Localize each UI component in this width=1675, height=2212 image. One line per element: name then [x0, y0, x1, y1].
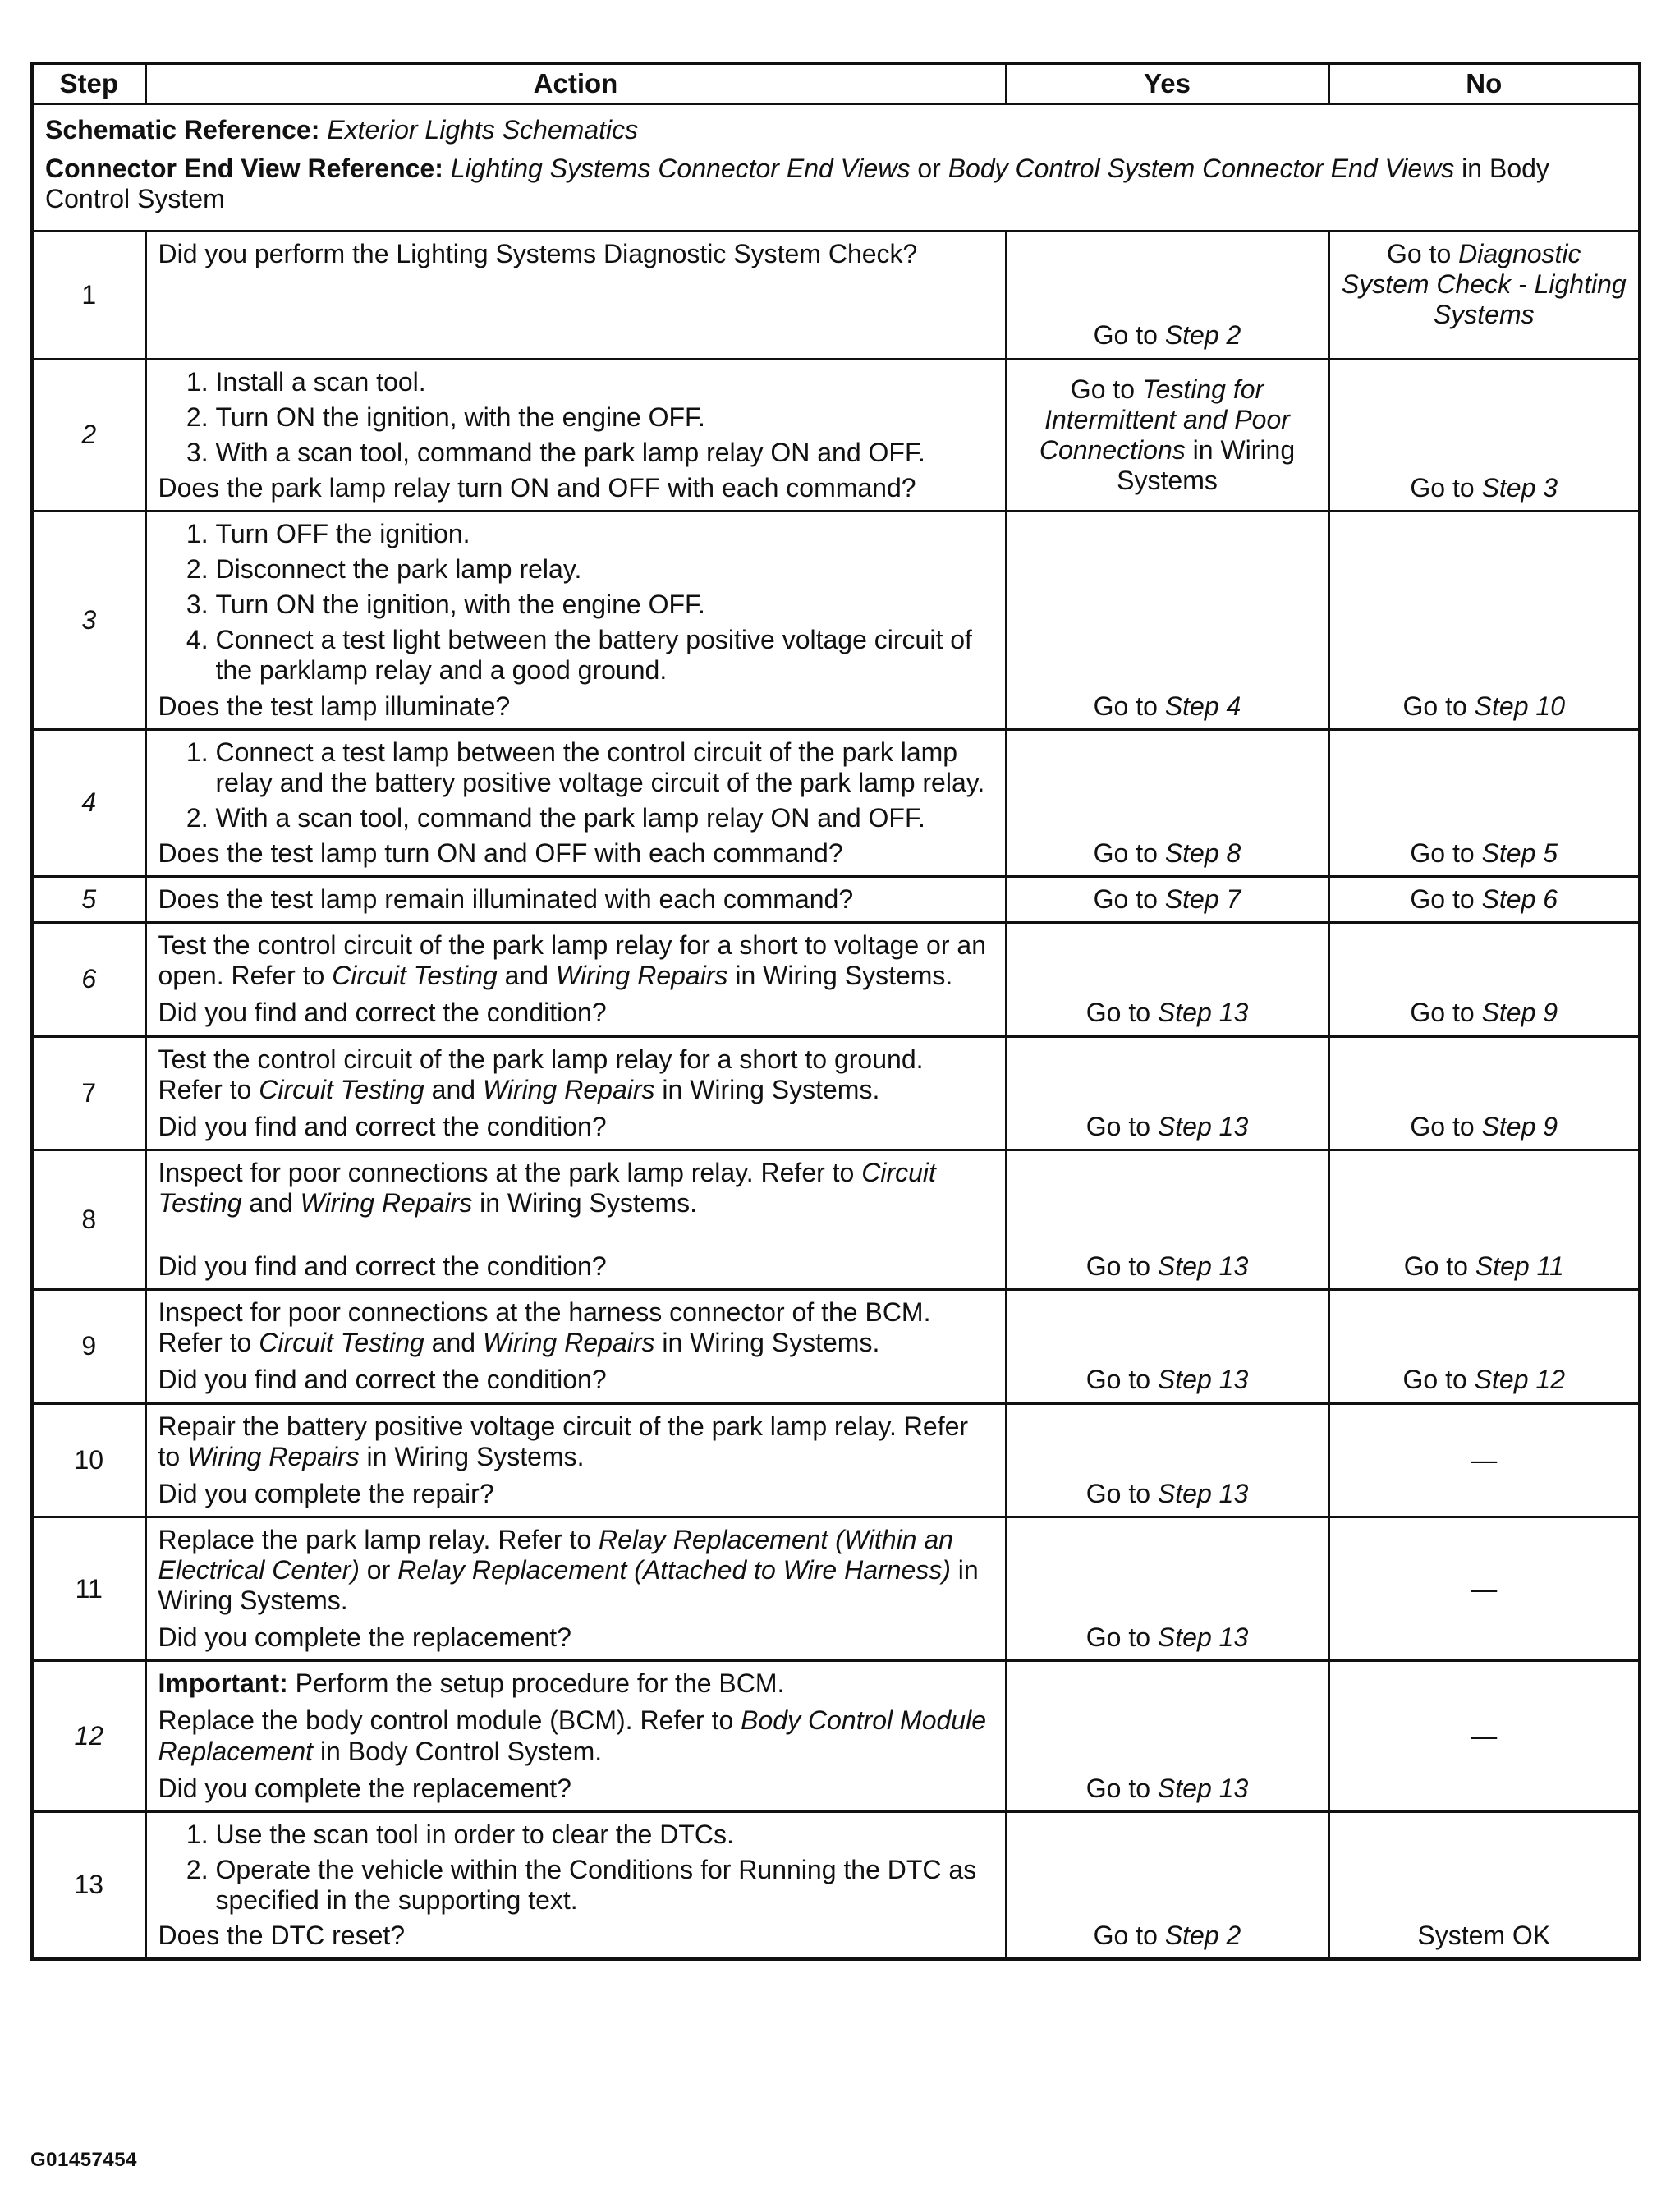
no-link[interactable]: Step 12 [1474, 1365, 1565, 1395]
table-row [32, 1290, 1640, 1403]
step-list [158, 519, 994, 686]
question: Did you find and correct the condition? [158, 1251, 607, 1282]
no-link[interactable]: Step 9 [1481, 998, 1558, 1028]
instruction: Replace the park lamp relay. Refer to Relay Replacement (Within an Electrical Center) or Relay Replacement (Attached to Wire Harness) in Wiring Systems. [158, 1524, 979, 1616]
list-item: 2. Disconnect the park lamp relay. [216, 554, 994, 585]
yes-link[interactable]: Testing for Intermittent and Poor Connections [1039, 374, 1290, 465]
action-cell [145, 729, 1006, 876]
question: Did you find and correct the condition? [158, 1365, 607, 1395]
action-cell [145, 1811, 1006, 1959]
no-link[interactable]: Step 3 [1481, 472, 1558, 503]
step-list [158, 737, 994, 833]
no-cell[interactable]: Go to Step 12 [1329, 1290, 1640, 1403]
instruction: Repair the battery positive voltage circuit of the park lamp relay. Refer to Wiring Repairs in Wiring Systems. [158, 1411, 969, 1471]
diagnostic-table [30, 62, 1641, 1961]
action-cell [145, 1150, 1006, 1289]
ref-link[interactable]: Relay Replacement (Within an Electrical Center) [158, 1524, 953, 1585]
ref-link[interactable]: Wiring Repairs [187, 1441, 360, 1471]
table-row [32, 512, 1640, 730]
question: Did you find and correct the condition? [158, 998, 607, 1028]
table-row [32, 1517, 1640, 1660]
table-row [32, 729, 1640, 876]
action-cell [145, 231, 1006, 359]
no-cell[interactable]: Go to Step 9 [1329, 923, 1640, 1036]
no-cell[interactable]: Go to Step 5 [1329, 729, 1640, 876]
yes-link[interactable]: Step 2 [1164, 1921, 1241, 1951]
action-cell [145, 1290, 1006, 1403]
connector-link-1[interactable]: Lighting Systems Connector End Views [450, 154, 911, 184]
action-cell [145, 1661, 1006, 1811]
connector-reference: Connector End View Reference: Lighting Systems Connector End Views or Body Control System Connector End Views in Body Control System [45, 154, 1549, 214]
step-number: 12 [32, 1661, 145, 1811]
yes-link[interactable]: Step 13 [1157, 1773, 1249, 1803]
list-item: 3. With a scan tool, command the park lamp relay ON and OFF. [216, 438, 994, 468]
yes-cell[interactable]: Go to Step 2 [1006, 1811, 1329, 1959]
no-link[interactable]: Step 11 [1475, 1251, 1564, 1282]
header-no: No [1329, 63, 1640, 104]
no-cell: — [1329, 1403, 1640, 1517]
yes-cell[interactable]: Go to Step 7 [1006, 877, 1329, 923]
no-cell: System OK [1329, 1811, 1640, 1959]
step-number: 7 [32, 1036, 145, 1150]
table-row [32, 359, 1640, 511]
question: Did you perform the Lighting Systems Diagnostic System Check? [158, 238, 918, 268]
step-list [158, 367, 994, 468]
question: Does the test lamp illuminate? [158, 691, 511, 721]
yes-link[interactable]: Step 8 [1164, 838, 1241, 869]
list-item: 2. Turn ON the ignition, with the engine OFF. [216, 402, 994, 433]
yes-cell[interactable]: Go to Step 13 [1006, 1403, 1329, 1517]
list-item: 1. Install a scan tool. [216, 367, 994, 397]
action-cell [145, 1036, 1006, 1150]
header-row [32, 63, 1640, 104]
ref-link[interactable]: Circuit Testing [259, 1328, 424, 1358]
ref-link[interactable]: Relay Replacement (Attached to Wire Harness) [397, 1554, 951, 1585]
yes-cell[interactable]: Go to Step 2 [1006, 231, 1329, 359]
step-number: 9 [32, 1290, 145, 1403]
question: Did you complete the repair? [158, 1478, 494, 1508]
table-row [32, 1036, 1640, 1150]
step-number: 13 [32, 1811, 145, 1959]
table-row [32, 923, 1640, 1036]
yes-cell[interactable]: Go to Step 8 [1006, 729, 1329, 876]
header-action: Action [145, 63, 1006, 104]
step-number: 10 [32, 1403, 145, 1517]
yes-cell[interactable]: Go to Step 13 [1006, 923, 1329, 1036]
yes-cell[interactable]: Go to Step 13 [1006, 1661, 1329, 1811]
question: Did you find and correct the condition? [158, 1111, 607, 1141]
action-cell [145, 1517, 1006, 1660]
step-list [158, 1820, 994, 1916]
action-cell [145, 923, 1006, 1036]
action-cell [145, 359, 1006, 511]
yes-cell[interactable]: Go to Step 13 [1006, 1290, 1329, 1403]
question: Did you complete the replacement? [158, 1773, 571, 1803]
no-link[interactable]: Step 6 [1481, 884, 1558, 915]
step-number: 6 [32, 923, 145, 1036]
step-number: 2 [32, 359, 145, 511]
list-item: 4. Connect a test light between the battery positive voltage circuit of the parklamp relay and a good ground. [216, 625, 994, 686]
step-number: 5 [32, 877, 145, 923]
table-row [32, 1403, 1640, 1517]
no-link[interactable]: Step 10 [1474, 691, 1565, 721]
question: Does the test lamp remain illuminated with each command? [158, 884, 854, 915]
list-item: 1. Use the scan tool in order to clear the DTCs. [216, 1820, 994, 1850]
list-item: 2. With a scan tool, command the park lamp relay ON and OFF. [216, 803, 994, 833]
no-cell[interactable]: Go to Step 3 [1329, 359, 1640, 511]
yes-link[interactable]: Step 13 [1157, 998, 1249, 1028]
instruction: Test the control circuit of the park lamp relay for a short to ground. Refer to Circuit Testing and Wiring Repairs in Wiring Systems. [158, 1044, 924, 1104]
no-link[interactable]: Step 9 [1481, 1111, 1558, 1141]
ref-link[interactable]: Wiring Repairs [300, 1188, 473, 1218]
yes-link[interactable]: Step 13 [1157, 1251, 1249, 1282]
step-number: 4 [32, 729, 145, 876]
instruction: Inspect for poor connections at the park lamp relay. Refer to Circuit Testing and Wiring Repairs in Wiring Systems. [158, 1157, 936, 1218]
step-number: 8 [32, 1150, 145, 1289]
yes-link[interactable]: Step 13 [1157, 1365, 1249, 1395]
table-row [32, 1811, 1640, 1959]
reference-row [32, 104, 1640, 231]
no-link[interactable]: Diagnostic System Check - Lighting Systems [1341, 238, 1627, 329]
no-cell: — [1329, 1661, 1640, 1811]
question: Did you complete the replacement? [158, 1622, 571, 1653]
question: Does the park lamp relay turn ON and OFF with each command? [158, 472, 916, 503]
important-note: Important: Perform the setup procedure for the BCM. [158, 1668, 785, 1699]
yes-link[interactable]: Step 2 [1164, 320, 1241, 351]
list-item: 2. Operate the vehicle within the Conditions for Running the DTC as specified in the supporting text. [216, 1855, 994, 1916]
ref-link[interactable]: Circuit Testing [158, 1157, 936, 1218]
header-yes: Yes [1006, 63, 1329, 104]
yes-link[interactable]: Step 4 [1164, 691, 1241, 721]
table-row [32, 877, 1640, 923]
yes-cell[interactable]: Go to Step 13 [1006, 1150, 1329, 1289]
table-row [32, 1150, 1640, 1289]
no-cell[interactable]: Go to Step 11 [1329, 1150, 1640, 1289]
yes-cell[interactable]: Go to Step 4 [1006, 512, 1329, 730]
step-number: 1 [32, 231, 145, 359]
no-cell[interactable]: Go to Step 10 [1329, 512, 1640, 730]
list-item: 1. Connect a test lamp between the control circuit of the park lamp relay and the battery positive voltage circuit of the park lamp relay. [216, 737, 994, 798]
instruction: Test the control circuit of the park lamp relay for a short to voltage or an open. Refer to Circuit Testing and Wiring Repairs in Wiring Systems. [158, 930, 986, 991]
schematic-reference: Schematic Reference: Exterior Lights Schematics [45, 115, 639, 145]
yes-cell[interactable]: Go to Step 13 [1006, 1517, 1329, 1660]
table-row [32, 1661, 1640, 1811]
yes-link[interactable]: Step 13 [1157, 1111, 1249, 1141]
yes-link[interactable]: Step 13 [1157, 1622, 1249, 1653]
action-cell [145, 1403, 1006, 1517]
reference-cell [32, 104, 1640, 231]
no-cell[interactable]: Go to Step 6 [1329, 877, 1640, 923]
schematic-link[interactable]: Exterior Lights Schematics [327, 115, 639, 145]
instruction: Inspect for poor connections at the harness connector of the BCM. Refer to Circuit Testing and Wiring Repairs in Wiring Systems. [158, 1297, 931, 1358]
list-item: 1. Turn OFF the ignition. [216, 519, 994, 549]
instruction: Replace the body control module (BCM). Refer to Body Control Module Replacement in Body Control System. [158, 1705, 986, 1766]
no-cell[interactable]: Go to Step 9 [1329, 1036, 1640, 1150]
figure-id: G01457454 [30, 2149, 137, 2171]
no-link[interactable]: Step 5 [1481, 838, 1558, 869]
ref-link[interactable]: Wiring Repairs [482, 1074, 655, 1104]
yes-cell[interactable]: Go to Testing for Intermittent and Poor Connections in Wiring Systems [1006, 359, 1329, 511]
yes-cell[interactable]: Go to Step 13 [1006, 1036, 1329, 1150]
step-number: 11 [32, 1517, 145, 1660]
step-number: 3 [32, 512, 145, 730]
header-step: Step [32, 63, 145, 104]
yes-link[interactable]: Step 7 [1164, 884, 1241, 915]
no-cell: — [1329, 1517, 1640, 1660]
list-item: 3. Turn ON the ignition, with the engine OFF. [216, 590, 994, 620]
question: Does the DTC reset? [158, 1921, 406, 1951]
connector-link-2[interactable]: Body Control System Connector End Views [948, 154, 1455, 184]
action-cell [145, 877, 1006, 923]
table-row [32, 231, 1640, 359]
question: Does the test lamp turn ON and OFF with each command? [158, 838, 843, 869]
yes-link[interactable]: Step 13 [1157, 1478, 1249, 1508]
ref-link[interactable]: Circuit Testing [259, 1074, 424, 1104]
ref-link[interactable]: Body Control Module Replacement [158, 1705, 986, 1766]
ref-link[interactable]: Circuit Testing [332, 961, 498, 991]
no-cell[interactable]: Go to Diagnostic System Check - Lighting Systems [1329, 231, 1640, 359]
ref-link[interactable]: Wiring Repairs [482, 1328, 655, 1358]
action-cell [145, 512, 1006, 730]
ref-link[interactable]: Wiring Repairs [555, 961, 728, 991]
